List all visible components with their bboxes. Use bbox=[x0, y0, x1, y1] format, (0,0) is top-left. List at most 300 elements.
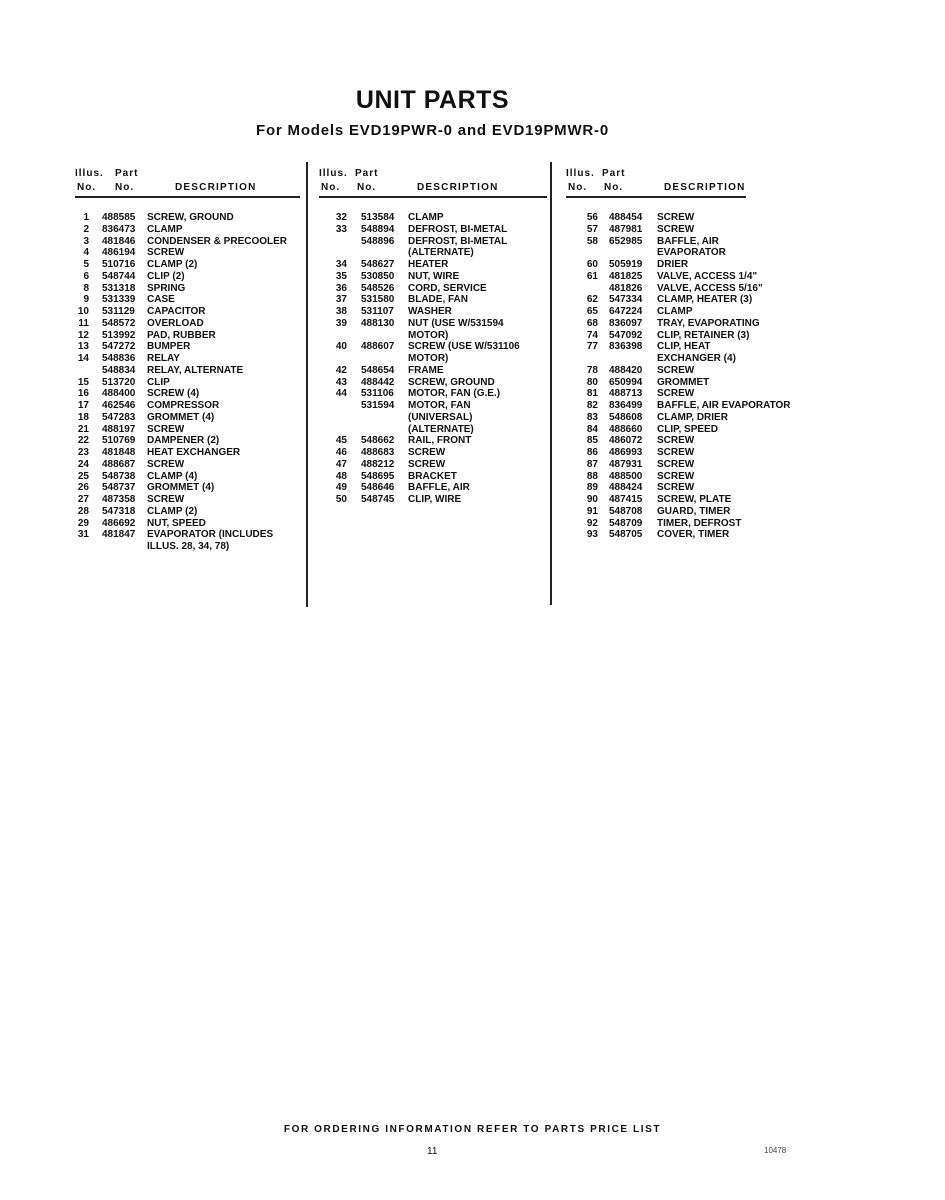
parts-row bbox=[75, 435, 305, 447]
parts-row bbox=[566, 518, 816, 530]
header-rule bbox=[319, 196, 547, 198]
parts-row bbox=[319, 212, 547, 224]
header-no: No. bbox=[568, 182, 588, 193]
header-description: DESCRIPTION bbox=[417, 182, 499, 193]
part-description: CLAMP (4) bbox=[147, 470, 198, 482]
illus-number: 46 bbox=[335, 447, 347, 458]
part-number: 547318 bbox=[102, 505, 136, 517]
part-number: 548572 bbox=[102, 317, 136, 329]
part-description: EXCHANGER (4) bbox=[657, 353, 736, 364]
part-description: CLIP bbox=[147, 376, 170, 388]
parts-row bbox=[319, 353, 547, 365]
part-number: 531107 bbox=[361, 306, 394, 317]
illus-number: 86 bbox=[586, 447, 598, 458]
parts-row bbox=[319, 330, 547, 342]
part-description: MOTOR) bbox=[408, 329, 449, 341]
illus-number: 16 bbox=[77, 388, 89, 400]
header-part-no: No. bbox=[357, 182, 377, 193]
part-description: FRAME bbox=[408, 364, 444, 376]
header-illus: Illus. bbox=[319, 168, 348, 179]
illus-number: 14 bbox=[77, 353, 89, 364]
part-number: 531106 bbox=[361, 388, 394, 400]
illus-number: 10 bbox=[77, 306, 89, 317]
illus-number: 87 bbox=[586, 458, 598, 470]
part-number: 488687 bbox=[102, 458, 136, 470]
part-number: 487981 bbox=[609, 223, 643, 235]
part-description: SCREW bbox=[657, 458, 695, 470]
page-subtitle: For Models EVD19PWR-0 and EVD19PMWR-0 bbox=[256, 122, 609, 139]
part-description: HEAT EXCHANGER bbox=[147, 447, 241, 458]
illus-number: 5 bbox=[83, 259, 89, 270]
part-description: SCREW bbox=[657, 482, 695, 494]
header-rule bbox=[566, 196, 746, 198]
parts-row bbox=[566, 377, 816, 389]
parts-row bbox=[319, 271, 547, 283]
part-description: GROMMET bbox=[657, 376, 710, 388]
parts-row bbox=[566, 283, 816, 295]
column-header bbox=[319, 168, 547, 198]
illus-number: 49 bbox=[335, 482, 347, 494]
parts-row bbox=[566, 212, 816, 224]
part-number: 481847 bbox=[102, 529, 136, 541]
illus-number: 62 bbox=[586, 294, 598, 306]
illus-number: 38 bbox=[335, 306, 347, 317]
part-number: 531594 bbox=[361, 400, 395, 411]
illus-number: 90 bbox=[586, 494, 598, 505]
illus-number: 21 bbox=[77, 423, 89, 435]
parts-row bbox=[566, 247, 816, 259]
parts-list bbox=[75, 212, 305, 553]
part-description: OVERLOAD bbox=[147, 317, 204, 329]
part-description: EVAPORATOR (INCLUDES bbox=[147, 529, 274, 541]
part-number: 488424 bbox=[609, 482, 643, 494]
part-number: 548695 bbox=[361, 470, 395, 482]
part-description: SCREW bbox=[147, 494, 185, 505]
parts-row bbox=[566, 459, 816, 471]
parts-row bbox=[319, 377, 547, 389]
parts-row bbox=[566, 341, 816, 353]
part-description: CLAMP, DRIER bbox=[657, 411, 728, 423]
illus-number: 3 bbox=[83, 235, 89, 247]
illus-number: 91 bbox=[586, 505, 598, 517]
part-number: 486072 bbox=[609, 435, 643, 447]
parts-row bbox=[566, 424, 816, 436]
part-number: 488197 bbox=[102, 423, 136, 435]
part-description: SCREW, GROUND bbox=[408, 376, 495, 388]
illus-number: 15 bbox=[77, 376, 89, 388]
part-description: DEFROST, BI-METAL bbox=[408, 223, 508, 235]
part-description: BLADE, FAN bbox=[408, 294, 468, 306]
parts-row bbox=[319, 259, 547, 271]
part-number: 488607 bbox=[361, 341, 395, 353]
illus-number: 17 bbox=[77, 400, 89, 411]
parts-row bbox=[75, 459, 305, 471]
illus-number: 32 bbox=[335, 212, 347, 223]
part-description: CLAMP (2) bbox=[147, 259, 198, 270]
header-rule bbox=[75, 196, 300, 198]
parts-row bbox=[566, 224, 816, 236]
part-number: 548738 bbox=[102, 470, 136, 482]
part-number: 488660 bbox=[609, 423, 643, 435]
illus-number: 25 bbox=[77, 470, 89, 482]
part-description: RELAY, ALTERNATE bbox=[147, 364, 244, 376]
illus-number: 28 bbox=[77, 505, 89, 517]
part-description: CLAMP (2) bbox=[147, 505, 198, 517]
part-description: EVAPORATOR bbox=[657, 247, 726, 259]
part-number: 548526 bbox=[361, 282, 395, 294]
parts-row bbox=[319, 435, 547, 447]
parts-row bbox=[75, 330, 305, 342]
part-number: 531580 bbox=[361, 294, 395, 306]
part-description: DRIER bbox=[657, 259, 689, 270]
part-description: SCREW, GROUND bbox=[147, 212, 234, 223]
parts-row bbox=[566, 365, 816, 377]
part-number: 530850 bbox=[361, 270, 395, 282]
part-description: CLIP, WIRE bbox=[408, 494, 462, 505]
part-description: NUT (USE W/531594 bbox=[408, 317, 504, 329]
parts-row bbox=[75, 236, 305, 248]
parts-column-3 bbox=[566, 168, 816, 541]
parts-row bbox=[566, 353, 816, 365]
part-description: SCREW bbox=[657, 435, 695, 447]
illus-number: 84 bbox=[586, 423, 598, 435]
parts-row bbox=[75, 271, 305, 283]
parts-row bbox=[75, 318, 305, 330]
column-divider bbox=[306, 162, 308, 607]
illus-number: 6 bbox=[83, 270, 89, 282]
parts-row bbox=[566, 471, 816, 483]
part-description: BAFFLE, AIR bbox=[408, 482, 470, 494]
illus-number: 9 bbox=[83, 294, 89, 306]
part-description: CLAMP bbox=[408, 212, 444, 223]
part-description: GROMMET (4) bbox=[147, 482, 215, 494]
part-number: 547283 bbox=[102, 411, 136, 423]
part-number: 462546 bbox=[102, 400, 136, 411]
header-illus: Illus. bbox=[566, 168, 595, 179]
header-no: No. bbox=[77, 182, 97, 193]
parts-row bbox=[319, 294, 547, 306]
column-divider bbox=[550, 162, 552, 605]
illus-number: 1 bbox=[83, 212, 89, 223]
part-number: 548627 bbox=[361, 259, 395, 270]
parts-row bbox=[319, 341, 547, 353]
part-number: 548894 bbox=[361, 223, 395, 235]
part-number: 488400 bbox=[102, 388, 136, 400]
part-description: CLIP (2) bbox=[147, 270, 185, 282]
illus-number: 23 bbox=[77, 447, 89, 458]
part-description: SCREW, PLATE bbox=[657, 494, 732, 505]
parts-row bbox=[319, 400, 547, 412]
part-number: 488713 bbox=[609, 388, 643, 400]
parts-row bbox=[566, 482, 816, 494]
part-description: SCREW bbox=[657, 470, 695, 482]
illus-number: 85 bbox=[586, 435, 598, 447]
illus-number: 2 bbox=[83, 223, 89, 235]
part-number: 531339 bbox=[102, 294, 136, 306]
part-number: 488500 bbox=[609, 470, 643, 482]
part-number: 531129 bbox=[102, 306, 135, 317]
part-description: (ALTERNATE) bbox=[408, 423, 474, 435]
part-description: CAPACITOR bbox=[147, 306, 206, 317]
part-number: 531318 bbox=[102, 282, 136, 294]
part-description: TRAY, EVAPORATING bbox=[657, 317, 760, 329]
illus-number: 77 bbox=[586, 341, 598, 353]
parts-row bbox=[75, 494, 305, 506]
parts-row bbox=[75, 400, 305, 412]
part-description: BRACKET bbox=[408, 470, 457, 482]
parts-row bbox=[566, 412, 816, 424]
parts-row bbox=[319, 424, 547, 436]
part-number: 488585 bbox=[102, 212, 136, 223]
parts-row bbox=[319, 388, 547, 400]
illus-number: 61 bbox=[586, 270, 598, 282]
part-description: SCREW bbox=[657, 447, 695, 458]
parts-row bbox=[75, 518, 305, 530]
part-description: GROMMET (4) bbox=[147, 411, 215, 423]
part-number: 487931 bbox=[609, 458, 643, 470]
part-number: 652985 bbox=[609, 235, 643, 247]
parts-row bbox=[75, 341, 305, 353]
parts-row bbox=[75, 353, 305, 365]
parts-row bbox=[566, 388, 816, 400]
part-number: 481846 bbox=[102, 235, 136, 247]
part-description: MOTOR, FAN bbox=[408, 400, 471, 411]
illus-number: 88 bbox=[586, 470, 598, 482]
part-number: 481848 bbox=[102, 447, 136, 458]
part-number: 513720 bbox=[102, 376, 136, 388]
part-number: 487358 bbox=[102, 494, 136, 505]
parts-row bbox=[75, 482, 305, 494]
part-number: 548744 bbox=[102, 270, 136, 282]
part-description: SPRING bbox=[147, 282, 186, 294]
parts-row bbox=[75, 306, 305, 318]
parts-row bbox=[75, 224, 305, 236]
parts-row bbox=[319, 494, 547, 506]
part-description: CONDENSER & PRECOOLER bbox=[147, 235, 288, 247]
part-description: GUARD, TIMER bbox=[657, 505, 731, 517]
parts-row bbox=[75, 377, 305, 389]
illus-number: 82 bbox=[586, 400, 598, 411]
parts-row bbox=[319, 224, 547, 236]
part-number: 486993 bbox=[609, 447, 643, 458]
parts-row bbox=[75, 365, 305, 377]
illus-number: 45 bbox=[335, 435, 347, 447]
parts-row bbox=[566, 506, 816, 518]
part-description: SCREW bbox=[657, 223, 695, 235]
part-number: 548654 bbox=[361, 364, 395, 376]
illus-number: 57 bbox=[586, 223, 598, 235]
illus-number: 43 bbox=[335, 376, 347, 388]
part-description: TIMER, DEFROST bbox=[657, 517, 742, 529]
part-description: CLIP, RETAINER (3) bbox=[657, 329, 750, 341]
parts-row bbox=[75, 447, 305, 459]
part-description: SCREW bbox=[657, 364, 695, 376]
part-number: 647224 bbox=[609, 306, 643, 317]
part-number: 481826 bbox=[609, 282, 643, 294]
parts-row bbox=[75, 212, 305, 224]
part-description: COVER, TIMER bbox=[657, 529, 730, 541]
parts-row bbox=[566, 318, 816, 330]
parts-row bbox=[75, 412, 305, 424]
part-description: MOTOR) bbox=[408, 353, 449, 364]
part-number: 548709 bbox=[609, 517, 643, 529]
illus-number: 4 bbox=[83, 247, 89, 259]
parts-row bbox=[566, 400, 816, 412]
illus-number: 29 bbox=[77, 517, 89, 529]
part-description: SCREW bbox=[147, 247, 185, 259]
parts-row bbox=[319, 471, 547, 483]
column-header bbox=[566, 168, 816, 198]
illus-number: 40 bbox=[335, 341, 347, 353]
illus-number: 58 bbox=[586, 235, 598, 247]
part-description: NUT, WIRE bbox=[408, 270, 460, 282]
parts-row bbox=[319, 459, 547, 471]
parts-list bbox=[319, 212, 547, 506]
part-description: CLIP, HEAT bbox=[657, 341, 711, 353]
part-description: CLAMP, HEATER (3) bbox=[657, 294, 753, 306]
part-description: RELAY bbox=[147, 353, 180, 364]
part-number: 488683 bbox=[361, 447, 395, 458]
part-description: (ALTERNATE) bbox=[408, 247, 474, 259]
parts-row bbox=[319, 247, 547, 259]
column-header bbox=[75, 168, 305, 198]
part-description: SCREW bbox=[408, 447, 446, 458]
document-code: 10478 bbox=[764, 1146, 787, 1155]
part-number: 510769 bbox=[102, 435, 136, 447]
part-description: MOTOR, FAN (G.E.) bbox=[408, 388, 501, 400]
parts-row bbox=[566, 529, 816, 541]
parts-row bbox=[75, 529, 305, 541]
part-number: 488442 bbox=[361, 376, 395, 388]
part-number: 548608 bbox=[609, 411, 643, 423]
parts-row bbox=[75, 247, 305, 259]
parts-row bbox=[566, 271, 816, 283]
part-number: 547092 bbox=[609, 329, 643, 341]
part-description: RAIL, FRONT bbox=[408, 435, 472, 447]
part-number: 548737 bbox=[102, 482, 136, 494]
page-number: 11 bbox=[427, 1146, 438, 1157]
part-description: CASE bbox=[147, 294, 175, 306]
parts-row bbox=[566, 330, 816, 342]
parts-column-1 bbox=[75, 168, 305, 553]
illus-number: 27 bbox=[77, 494, 89, 505]
parts-row bbox=[75, 259, 305, 271]
parts-row bbox=[566, 259, 816, 271]
illus-number: 60 bbox=[586, 259, 598, 270]
part-description: HEATER bbox=[408, 259, 449, 270]
illus-number: 11 bbox=[78, 317, 89, 329]
part-number: 836398 bbox=[609, 341, 643, 353]
header-part: Part bbox=[115, 168, 139, 179]
part-description: SCREW (USE W/531106 bbox=[408, 341, 520, 353]
header-no: No. bbox=[321, 182, 341, 193]
header-description: DESCRIPTION bbox=[175, 182, 257, 193]
illus-number: 50 bbox=[335, 494, 347, 505]
part-number: 488454 bbox=[609, 212, 643, 223]
part-number: 548708 bbox=[609, 505, 643, 517]
parts-row bbox=[75, 541, 305, 553]
illus-number: 89 bbox=[586, 482, 598, 494]
illus-number: 37 bbox=[335, 294, 347, 306]
part-description: (UNIVERSAL) bbox=[408, 411, 473, 423]
parts-row bbox=[566, 494, 816, 506]
part-number: 650994 bbox=[609, 376, 643, 388]
part-description: SCREW bbox=[147, 458, 185, 470]
part-description: SCREW bbox=[147, 423, 185, 435]
part-description: COMPRESSOR bbox=[147, 400, 220, 411]
part-number: 836097 bbox=[609, 317, 643, 329]
part-description: WASHER bbox=[408, 306, 452, 317]
part-number: 548836 bbox=[102, 353, 136, 364]
parts-row bbox=[319, 412, 547, 424]
illus-number: 92 bbox=[586, 517, 598, 529]
part-description: CORD, SERVICE bbox=[408, 282, 487, 294]
header-description: DESCRIPTION bbox=[664, 182, 746, 193]
illus-number: 31 bbox=[77, 529, 89, 541]
part-number: 513584 bbox=[361, 212, 395, 223]
parts-row bbox=[319, 365, 547, 377]
illus-number: 35 bbox=[335, 270, 347, 282]
page-title: UNIT PARTS bbox=[355, 86, 510, 114]
part-number: 547334 bbox=[609, 294, 643, 306]
part-description: ILLUS. 28, 34, 78) bbox=[147, 541, 230, 552]
part-description: BAFFLE, AIR EVAPORATOR bbox=[657, 400, 791, 411]
illus-number: 56 bbox=[586, 212, 598, 223]
part-description: CLAMP bbox=[147, 223, 183, 235]
illus-number: 34 bbox=[335, 259, 347, 270]
part-number: 488212 bbox=[361, 458, 395, 470]
header-illus: Illus. bbox=[75, 168, 104, 179]
part-description: DAMPENER (2) bbox=[147, 435, 220, 447]
part-number: 836473 bbox=[102, 223, 136, 235]
part-description: BAFFLE, AIR bbox=[657, 235, 719, 247]
parts-row bbox=[566, 294, 816, 306]
parts-row bbox=[75, 424, 305, 436]
illus-number: 33 bbox=[335, 223, 347, 235]
part-number: 481825 bbox=[609, 270, 643, 282]
parts-list bbox=[566, 212, 816, 541]
illus-number: 48 bbox=[335, 470, 347, 482]
illus-number: 81 bbox=[586, 388, 598, 400]
part-description: SCREW bbox=[408, 458, 446, 470]
illus-number: 93 bbox=[586, 529, 598, 541]
parts-row bbox=[319, 447, 547, 459]
illus-number: 13 bbox=[77, 341, 89, 353]
part-number: 548646 bbox=[361, 482, 395, 494]
illus-number: 83 bbox=[586, 411, 598, 423]
part-description: CLAMP bbox=[657, 306, 693, 317]
part-number: 486692 bbox=[102, 517, 136, 529]
part-number: 486194 bbox=[102, 247, 136, 259]
illus-number: 39 bbox=[335, 317, 347, 329]
illus-number: 22 bbox=[77, 435, 89, 447]
part-number: 488130 bbox=[361, 317, 395, 329]
part-description: SCREW (4) bbox=[147, 388, 200, 400]
illus-number: 8 bbox=[83, 282, 89, 294]
parts-row bbox=[566, 236, 816, 248]
ordering-note: FOR ORDERING INFORMATION REFER TO PARTS PRICE LIST bbox=[283, 1124, 662, 1135]
parts-row bbox=[319, 236, 547, 248]
parts-row bbox=[75, 294, 305, 306]
illus-number: 65 bbox=[586, 306, 598, 317]
illus-number: 80 bbox=[586, 376, 598, 388]
parts-row bbox=[319, 482, 547, 494]
header-part-no: No. bbox=[604, 182, 624, 193]
part-number: 505919 bbox=[609, 259, 643, 270]
part-description: VALVE, ACCESS 5/16" bbox=[657, 282, 763, 294]
illus-number: 47 bbox=[335, 458, 347, 470]
parts-row bbox=[75, 388, 305, 400]
